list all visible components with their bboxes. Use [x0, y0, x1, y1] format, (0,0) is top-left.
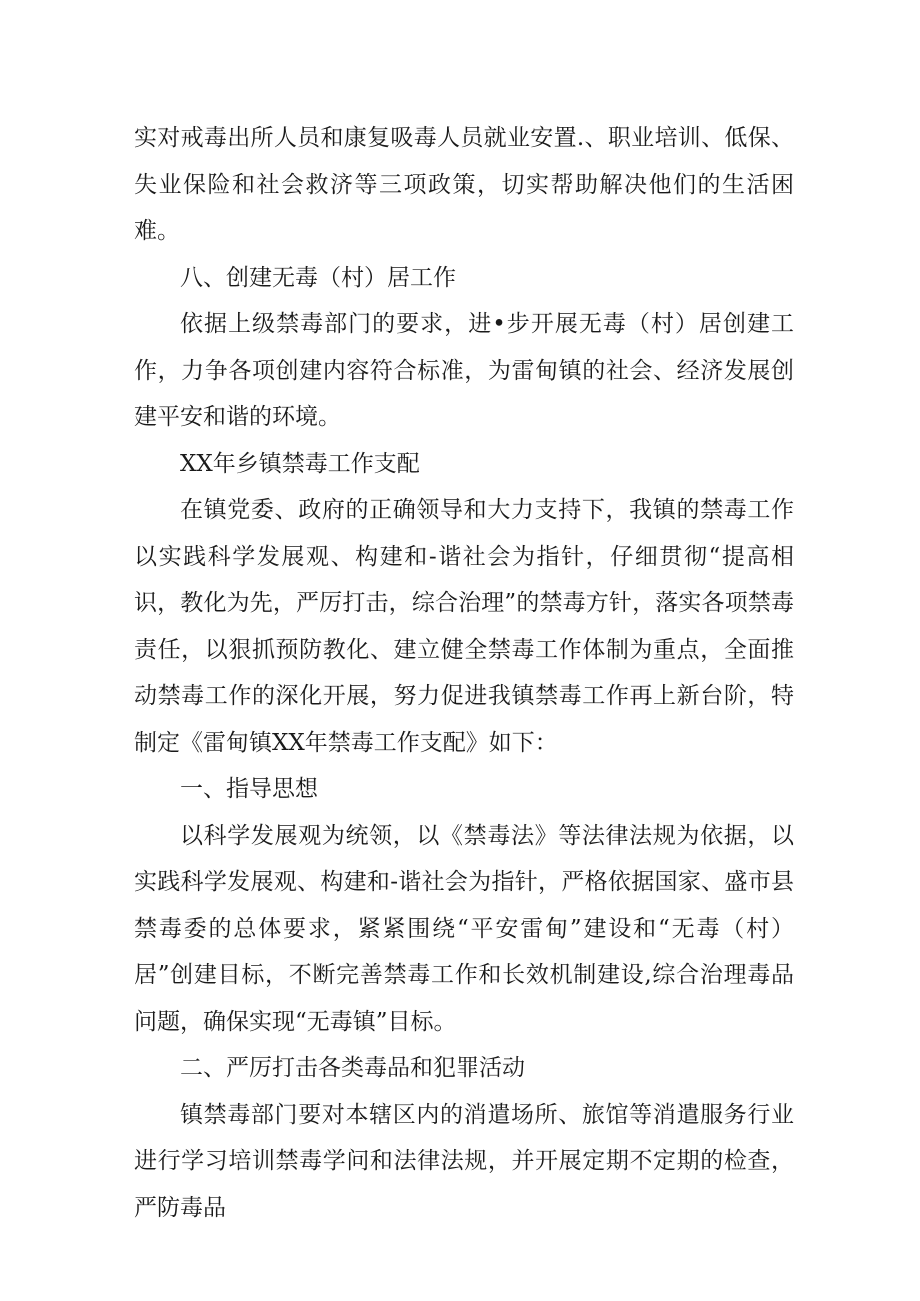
section-heading-8: 八、创建无毒（村）居工作 — [180, 264, 456, 291]
paragraph: 以科学发展观为统领，以《禁毒法》等法律法规为依据，以实践科学发展观、构建和-谐社会为指针，严格依据国家、盛市县禁毒委的总体要求，紧紧围绕“平安雷甸”建设和“无毒（村）居”创建目标，不断完善禁毒工作和长效机制建设,综合治理毒品问题，确保实现“无毒镇”目标。 — [134, 822, 794, 1035]
paragraph-continuation: 实对戒毒出所人员和康复吸毒人员就业安置.、职业培训、低保、失业保险和社会救济等三项政策，切实帮助解决他们的生活困难。 — [134, 125, 794, 244]
paragraph: 依据上级禁毒部门的要求，进•步开展无毒（村）居创建工作，力争各项创建内容符合标准，为雷甸镇的社会、经济发展创建平安和谐的环境。 — [134, 311, 794, 430]
paragraph: 镇禁毒部门要对本辖区内的消遣场所、旅馆等消遣服务行业进行学习培训禁毒学问和法律法规，并开展定期不定期的检查，严防毒品 — [134, 1101, 794, 1221]
paragraph: 在镇党委、政府的正确领导和大力支持下，我镇的禁毒工作以实践科学发展观、构建和-谐社会为指针，仔细贯彻“提高相识，教化为先，严厉打击，综合治理”的禁毒方针，落实各项禁毒责任，以狠抓预防教化、建立健全禁毒工作体制为重点，全面推动禁毒工作的深化开展，努力促进我镇禁毒工作再上新台阶，特制定《雷甸镇XX年禁毒工作支配》如下： — [134, 497, 794, 756]
section-heading-1: 一、指导思想 — [180, 776, 318, 802]
section-heading-2: 二、严厉打击各类毒品和犯罪活动 — [180, 1055, 525, 1081]
document-body — [134, 115, 794, 1231]
document-title: XX年乡镇禁毒工作支配 — [180, 450, 420, 477]
